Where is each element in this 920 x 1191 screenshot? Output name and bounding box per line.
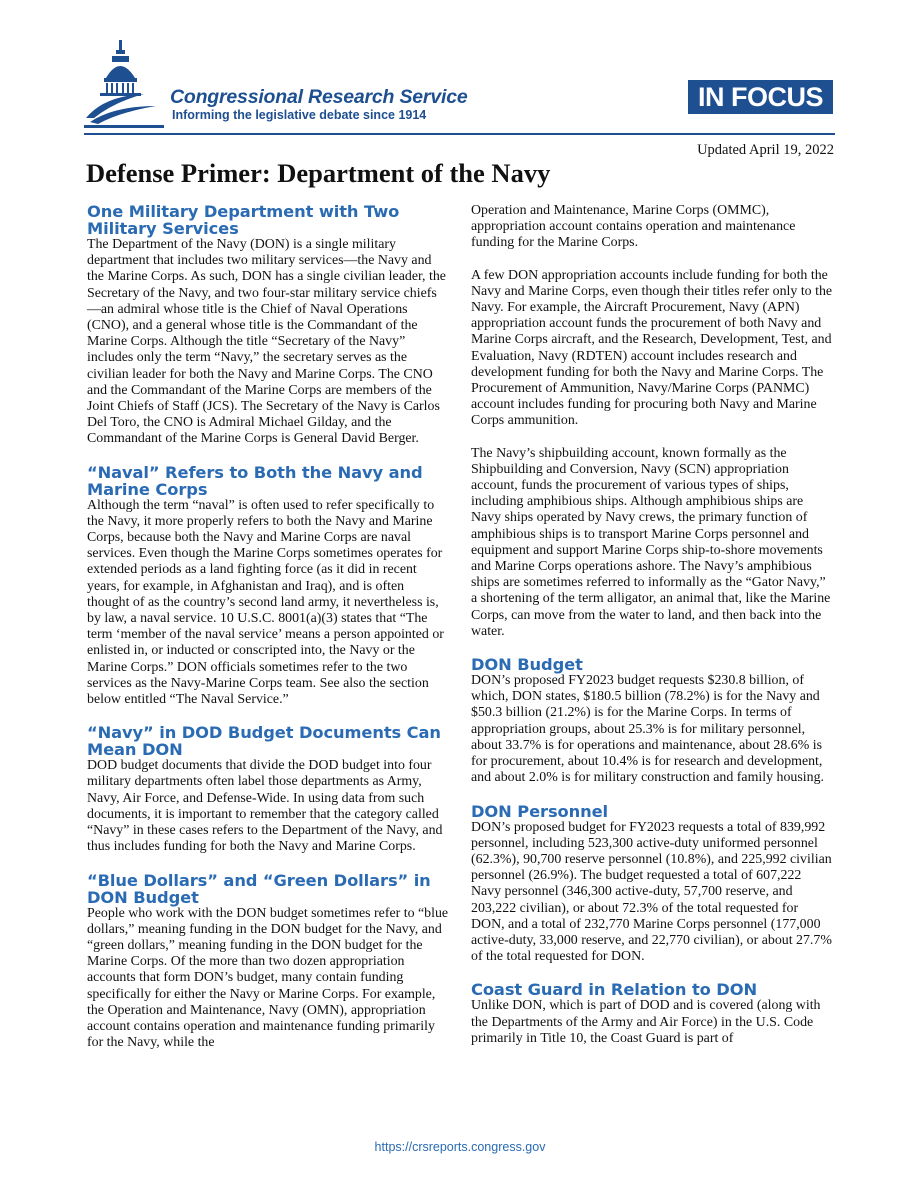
section-paragraph: DON’s proposed budget for FY2023 requests a total of 839,992 personnel, including 523,300 active-duty uniformed personnel (62.3%), 90,700 reserve personnel (10.8%), and 225,992 civilian personnel (26.9%). The budget requested a total of 607,222 Navy personnel (346,300 active-duty, 57,700 reserve, and 203,222 civilian), or about 72.3% of the total requested for DON, and a total of 232,770 Marine Corps personnel (177,000 active-duty, 33,000 reserve, and 22,770 civilian), or about 27.7% of the total requested for DON.: [471, 819, 832, 965]
org-name: Congressional Research Service: [170, 86, 468, 108]
section-heading: “Naval” Refers to Both the Navy and Marine Corps: [87, 462, 423, 499]
section-blue-green-dollars: [87, 872, 449, 1052]
header-rule: [84, 133, 835, 135]
section-don-personnel: [471, 803, 833, 966]
section-heading: Coast Guard in Relation to DON: [471, 980, 757, 1000]
updated-date: Updated April 19, 2022: [697, 142, 834, 158]
section-heading: DON Budget: [471, 655, 583, 675]
section-paragraph: DOD budget documents that divide the DOD budget into four military departments often label those departments as Army, Navy, Air Force, and Defense-Wide. In using data from such documents, it is important to remember that the category called “Navy” in these cases refers to the Department of the Navy, and thus includes funding for both the Navy and Marine Corps.: [87, 758, 443, 855]
section-paragraph: People who work with the DON budget sometimes refer to “blue dollars,” meaning funding in the DON budget for the Navy, and “green dollars,” meaning funding in the DON budget for the Marine Corps. Of the more than two dozen appropriation accounts that form DON’s budget, many contain funding specifically for either the Navy or Marine Corps. For example, the Operation and Maintenance, Navy (OMN), appropriation account contains operation and maintenance funding primarily for the Navy, while the: [87, 905, 449, 1051]
section-don-budget: [471, 656, 833, 786]
section-paragraph: Although the term “naval” is often used to refer specifically to the Navy, it more properly refers to both the Navy and Marine Corps, because both the Navy and Marine Corps are naval services. Even though the Marine Corps sometimes operates for extended periods as a land fighting force (as it did in recent years, for example, in Afghanistan and Iraq), and is often thought of as the country’s second land army, it nevertheless is, by law, a naval service. 10 U.S.C. 8001(a)(3) states that “The term ‘member of the naval service’ means a person appointed or enlisted in, or inducted or conscripted into, the Navy or the Marine Corps.” DON officials sometimes refer to the two services as the Navy-Marine Corps team. See also the section below entitled “The Naval Service.”: [87, 497, 444, 708]
section-heading: DON Personnel: [471, 801, 609, 821]
section-coast-guard: [471, 981, 833, 1047]
section-paragraph: The Navy’s shipbuilding account, known formally as the Shipbuilding and Conversion, Navy (SCN) appropriation account, funds the procurement of various types of ships, including amphibious ships. Although amphibious ships are Navy ships operated by Navy crews, the primary function of amphibious ships is to transport Marine Corps personnel and equipment and support Marine Corps ship-to-shore movements and Marine Corps operations ashore. The Navy’s amphibious ships are sometimes referred to informally as the “Gator Navy,” a shortening of the term alligator, an animal that, like the Marine Corps, can move from the water to land, and then back into the water.: [471, 445, 831, 639]
section-heading: “Blue Dollars” and “Green Dollars” in DON Budget: [87, 870, 431, 907]
section-paragraph: A few DON appropriation accounts include funding for both the Navy and Marine Corps, even though their titles refer only to the Navy. For example, the Aircraft Procurement, Navy (APN) appropriation account funds the procurement of both Navy and Marine Corps aircraft, and the Research, Development, Test, and Evaluation, Navy (RDTEN) account includes research and development funding for both the Navy and Marine Corps. The Procurement of Ammunition, Navy/Marine Corps (PANMC) account includes funding for procuring both Navy and Marine Corps ammunition.: [471, 267, 833, 429]
section-paragraph: The Department of the Navy (DON) is a single military department that includes two military services—the Navy and the Marine Corps. As such, DON has a single civilian leader, the Secretary of the Navy, and two four-star military service chiefs—an admiral whose title is the Chief of Naval Operations (CNO), and a general whose title is the Commandant of the Marine Corps. Although the title “Secretary of the Navy” includes only the term “Navy,” the secretary serves as the civilian leader for both the Navy and Marine Corps. The CNO and the Commandant of the Marine Corps are members of the Joint Chiefs of Staff (JCS). The Secretary of the Navy is Carlos Del Toro, the CNO is Admiral Michael Gilday, and the Commandant of the Marine Corps is General David Berger.: [87, 237, 446, 447]
right-column: [471, 203, 833, 1047]
page-title: Defense Primer: Department of the Navy: [86, 158, 551, 188]
capitol-dome-icon: [84, 40, 164, 128]
footer-link[interactable]: https://crsreports.congress.gov: [374, 1140, 546, 1154]
section-paragraph: Operation and Maintenance, Marine Corps (OMMC), appropriation account contains operation and maintenance funding for the Marine Corps.: [471, 203, 796, 251]
org-tagline: Informing the legislative debate since 1914: [172, 108, 427, 122]
section-naval-term: [87, 464, 449, 709]
in-focus-badge: IN FOCUS: [688, 80, 833, 114]
section-paragraph: DON’s proposed FY2023 budget requests $230.8 billion, of which, DON states, $180.5 billion (78.2%) is for the Navy and $50.3 billion (21.2%) is for the Marine Corps. In terms of appropriation groups, about 25.3% is for military personnel, about 33.7% is for operations and maintenance, about 28.6% is for procurement, about 10.4% is for research and development, and about 2.0% is for military construction and family housing.: [471, 673, 824, 786]
section-heading: “Navy” in DOD Budget Documents Can Mean DON: [87, 723, 441, 760]
section-heading: One Military Department with Two Military Services: [87, 202, 400, 238]
section-paragraph: Unlike DON, which is part of DOD and is covered (along with the Departments of the Army and Air Force) in the U.S. Code primarily in Title 10, the Coast Guard is part of: [471, 998, 821, 1046]
section-one-military-department: [87, 203, 449, 448]
section-navy-budget-documents: [87, 724, 449, 855]
left-column: [87, 203, 449, 1051]
